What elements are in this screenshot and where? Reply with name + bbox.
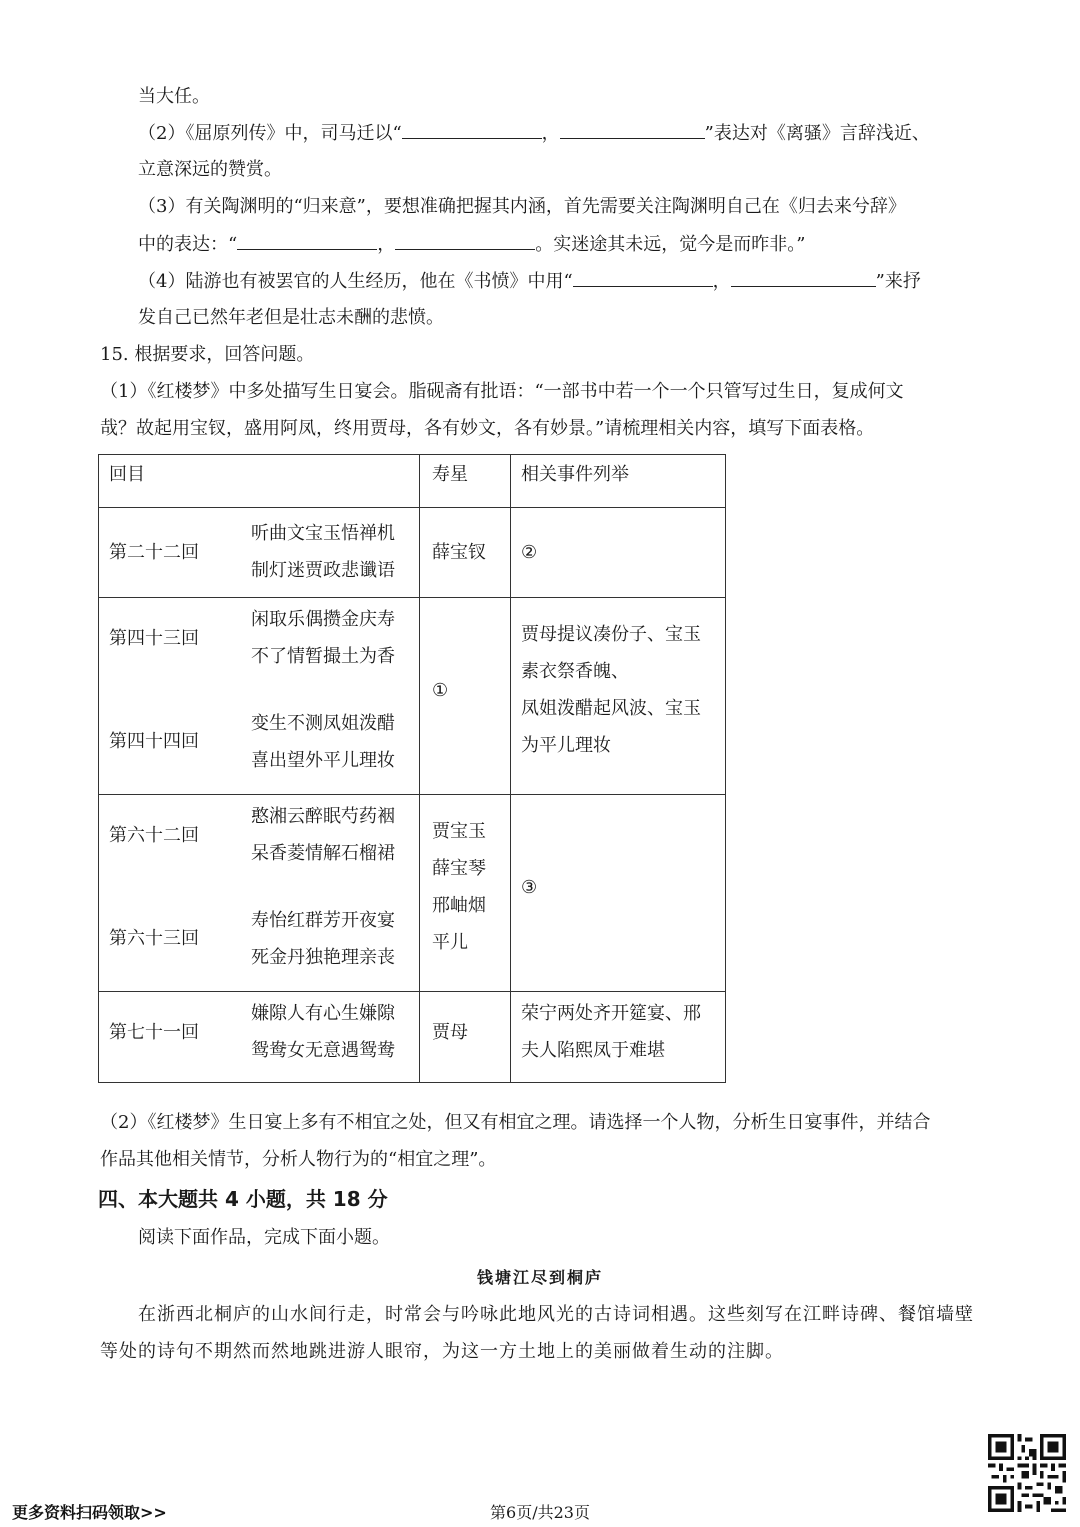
birthday-person: 贾母 [432,1022,468,1043]
page-number: 第6页/共23页 [490,1503,590,1522]
question-15-title: 15. 根据要求，回答问题。 [100,344,315,365]
text-segment: ， [712,271,731,292]
event-text: 凤姐泼醋起风波、宝玉 [521,698,701,719]
chapter-title: 死金丹独艳理亲丧 [251,947,395,968]
footer-promo-link[interactable]: 更多资料扫码领取>> [12,1503,167,1522]
chapter-title: 寿怡红群芳开夜宴 [251,910,395,931]
text-line: 发自己已然年老但是壮志未酬的悲愤。 [138,307,444,328]
table-header-cell [420,455,511,508]
birthday-person-cell [420,598,511,795]
question-3-line-2 [138,231,805,258]
answer-marker: ① [432,680,449,701]
text-line: 哉？故起用宝钗，盛用阿凤，终用贾母，各有妙文，各有妙景。”请梳理相关内容，填写下面表格。 [100,418,875,439]
birthday-person: 薛宝钗 [432,542,486,563]
table-row [99,795,726,992]
chapter-number: 第七十一回 [109,1022,199,1043]
answer-blank[interactable] [560,120,705,139]
event-text: 贾母提议凑份子、宝玉 [521,624,701,645]
table-header-cell [99,455,420,508]
events-cell [511,795,726,992]
table-header-cell [511,455,726,508]
chapter-number: 第二十二回 [109,542,199,563]
chapter-title: 憨湘云醉眠芍药裀 [251,806,395,827]
birthday-person: 平儿 [432,932,468,953]
event-text: 为平儿理妆 [521,735,611,756]
text-line: （3）有关陶渊明的“归来意”，要想准确把握其内涵，首先需要关注陶渊明自己在《归去来兮辞》 [138,196,906,217]
answer-marker: ② [521,542,538,563]
text-line: 当大任。 [138,86,210,107]
chapter-number: 第四十四回 [109,731,199,752]
events-cell [511,598,726,795]
article-title: 钱塘江尽到桐庐 [476,1268,603,1287]
text-segment: ， [377,234,396,255]
event-text: 素衣祭香魄、 [521,661,629,682]
birthday-person-cell [420,508,511,598]
chapter-cell [99,992,420,1083]
answer-blank[interactable] [395,231,535,250]
birthday-person: 薛宝琴 [432,858,486,879]
birthday-person: 邢岫烟 [432,895,486,916]
chapter-cell [99,508,420,598]
events-cell [511,992,726,1083]
table-row [99,508,726,598]
chapter-number: 第四十三回 [109,628,199,649]
answer-blank[interactable] [731,268,876,287]
chapter-cell [99,598,420,795]
text-segment: ”表达对《离骚》言辞浅近、 [704,123,930,144]
text-line: （2）《红楼梦》生日宴上多有不相宜之处，但又有相宜之理。请选择一个人物，分析生日宴事件，并结合 [100,1112,931,1133]
chapter-number: 第六十三回 [109,928,199,949]
answer-blank[interactable] [573,268,713,287]
question-2-line-1 [138,120,930,147]
answer-blank[interactable] [402,120,542,139]
chapter-title: 喜出望外平儿理妆 [251,750,395,771]
event-text: 荣宁两处齐开筵宴、邢 [521,1003,701,1024]
article-paragraph-line: 等处的诗句不期然而然地跳进游人眼帘，为这一方土地上的美丽做着生动的注脚。 [100,1341,784,1362]
chapter-title: 不了情暂撮土为香 [251,646,395,667]
question-4-line-1 [138,268,921,295]
birthday-person: 贾宝玉 [432,821,486,842]
header-label: 相关事件列举 [521,464,629,485]
table-row [99,992,726,1083]
chapter-title: 听曲文宝玉悟禅机 [251,523,395,544]
text-segment: ， [541,123,560,144]
chapter-cell [99,795,420,992]
table-row [99,598,726,795]
section-heading: 四、本大题共 4 小题，共 18 分 [98,1187,388,1211]
chapter-number: 第六十二回 [109,825,199,846]
event-text: 夫人陷熙凤于难堪 [521,1040,665,1061]
chapter-title: 变生不测凤姐泼醋 [251,713,395,734]
text-line: 立意深远的赞赏。 [138,159,282,180]
text-segment: ”来抒 [875,271,921,292]
events-cell [511,508,726,598]
header-label: 回目 [109,464,145,485]
birthday-person-cell [420,795,511,992]
birthday-person-cell [420,992,511,1083]
birthday-table [98,454,726,1083]
table-header-row [99,455,726,508]
text-line: 作品其他相关情节，分析人物行为的“相宜之理”。 [100,1149,497,1170]
text-segment: （4）陆游也有被罢官的人生经历，他在《书愤》中用“ [138,271,573,292]
chapter-title: 闲取乐偶攒金庆寿 [251,609,395,630]
answer-blank[interactable] [237,231,377,250]
chapter-title: 鸳鸯女无意遇鸳鸯 [251,1040,395,1061]
text-segment: （2）《屈原列传》中，司马迁以“ [138,123,402,144]
text-line: （1）《红楼梦》中多处描写生日宴会。脂砚斋有批语：“一部书中若一个一个只管写过生日，复成何文 [100,381,904,402]
chapter-title: 制灯迷贾政悲谶语 [251,560,395,581]
article-paragraph-line: 在浙西北桐庐的山水间行走，时常会与吟咏此地风光的古诗词相遇。这些刻写在江畔诗碑、餐馆墙壁 [138,1304,974,1325]
chapter-title: 嫌隙人有心生嫌隙 [251,1003,395,1024]
header-label: 寿星 [432,464,468,485]
text-segment: 中的表达：“ [138,234,238,255]
text-segment: 。实迷途其未远，觉今是而昨非。” [535,234,806,255]
chapter-title: 呆香菱情解石榴裙 [251,843,395,864]
instruction-text: 阅读下面作品，完成下面小题。 [138,1227,390,1248]
answer-marker: ③ [521,877,538,898]
